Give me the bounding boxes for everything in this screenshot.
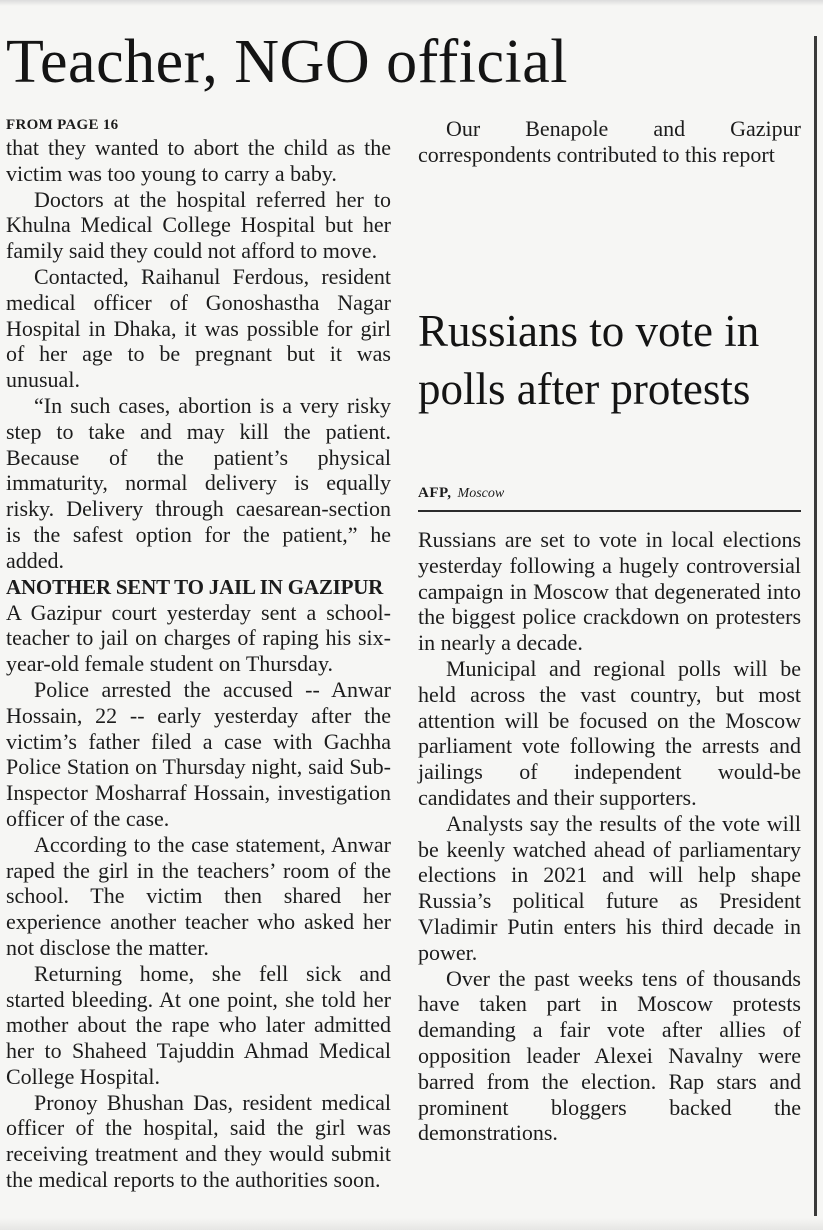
subheading: ANOTHER SENT TO JAIL IN GAZIPUR	[6, 574, 384, 599]
paragraph: Contacted, Raihanul Ferdous, resident medical officer of Gonoshastha Nagar Hospital in Dhaka, it was possible for girl of her age to be pregnant but it was unusual.	[6, 263, 391, 393]
byline-rule	[418, 510, 801, 512]
paragraph: Municipal and regional polls will be held across the vast country, but most attention will be focused on the Moscow parliament vote following the arrests and jailings of independent would-be candidates and their supporters.	[418, 655, 801, 810]
paragraph: Doctors at the hospital referred her to Khulna Medical College Hospital but her family said they could not afford to move.	[6, 186, 391, 264]
paragraph: Over the past weeks tens of thousands have taken part in Moscow protests demanding a fair vote after allies of opposition leader Alexei Navalny were barred from the election. Rap stars and prominent bloggers backed the demonstrations.	[418, 965, 801, 1146]
paragraph: Analysts say the results of the vote will be keenly watched ahead of parliamentary elections in 2021 and will help shape Russia’s political future as President Vladimir Putin enters his third decade in power.	[418, 810, 801, 965]
paragraph: that they wanted to abort the child as the victim was too young to carry a baby.	[6, 135, 391, 186]
top-edge	[0, 0, 823, 6]
story-body	[418, 527, 801, 1146]
paragraph: Returning home, she fell sick and started bleeding. At one point, she told her mother about the rape who later admitted her to Shaheed Tajuddin Ahmad Medical College Hospital.	[6, 960, 391, 1089]
byline-dateline: Moscow	[457, 486, 505, 501]
paragraph: Pronoy Bhushan Das, resident medical officer of the hospital, said the girl was receiving treatment and they would submit the medical reports to the authorities soon.	[6, 1089, 391, 1193]
right-column-continuation	[418, 116, 801, 168]
column-rule-right	[814, 36, 817, 1216]
paragraph: Police arrested the accused -- Anwar Hossain, 22 -- early yesterday after the victim’s father filed a case with Gachha Police Station on Thursday night, said Sub-Inspector Mosharraf Hossain, investigation officer of the case.	[6, 676, 391, 831]
paragraph: Russians are set to vote in local elections yesterday following a hugely controversial campaign in Moscow that degenerated into the biggest police crackdown on protesters in nearly a decade.	[418, 527, 801, 656]
byline	[418, 484, 504, 503]
paragraph: According to the case statement, Anwar raped the girl in the teachers’ room of the school. The victim then shared her experience another teacher who asked her not disclose the matter.	[6, 831, 391, 960]
story-headline: Russians to vote in polls after protests	[418, 306, 760, 414]
paragraph: “In such cases, abortion is a very risky step to take and may kill the patient. Because of the patient’s physical immaturity, normal delivery is equally risky. Delivery through caesarean-section is the safest option for the patient,” he added.	[6, 392, 391, 573]
main-headline: Teacher, NGO official	[6, 28, 568, 96]
jump-line: FROM PAGE 16	[6, 117, 119, 133]
left-column	[6, 115, 391, 1193]
bottom-edge	[0, 1218, 823, 1230]
credit-line: Our Benapole and Gazipur correspondents contributed to this report	[418, 116, 801, 167]
paragraph: A Gazipur court yesterday sent a school-teacher to jail on charges of raping his six-year-old female student on Thursday.	[6, 599, 391, 677]
byline-agency: AFP,	[418, 485, 452, 501]
